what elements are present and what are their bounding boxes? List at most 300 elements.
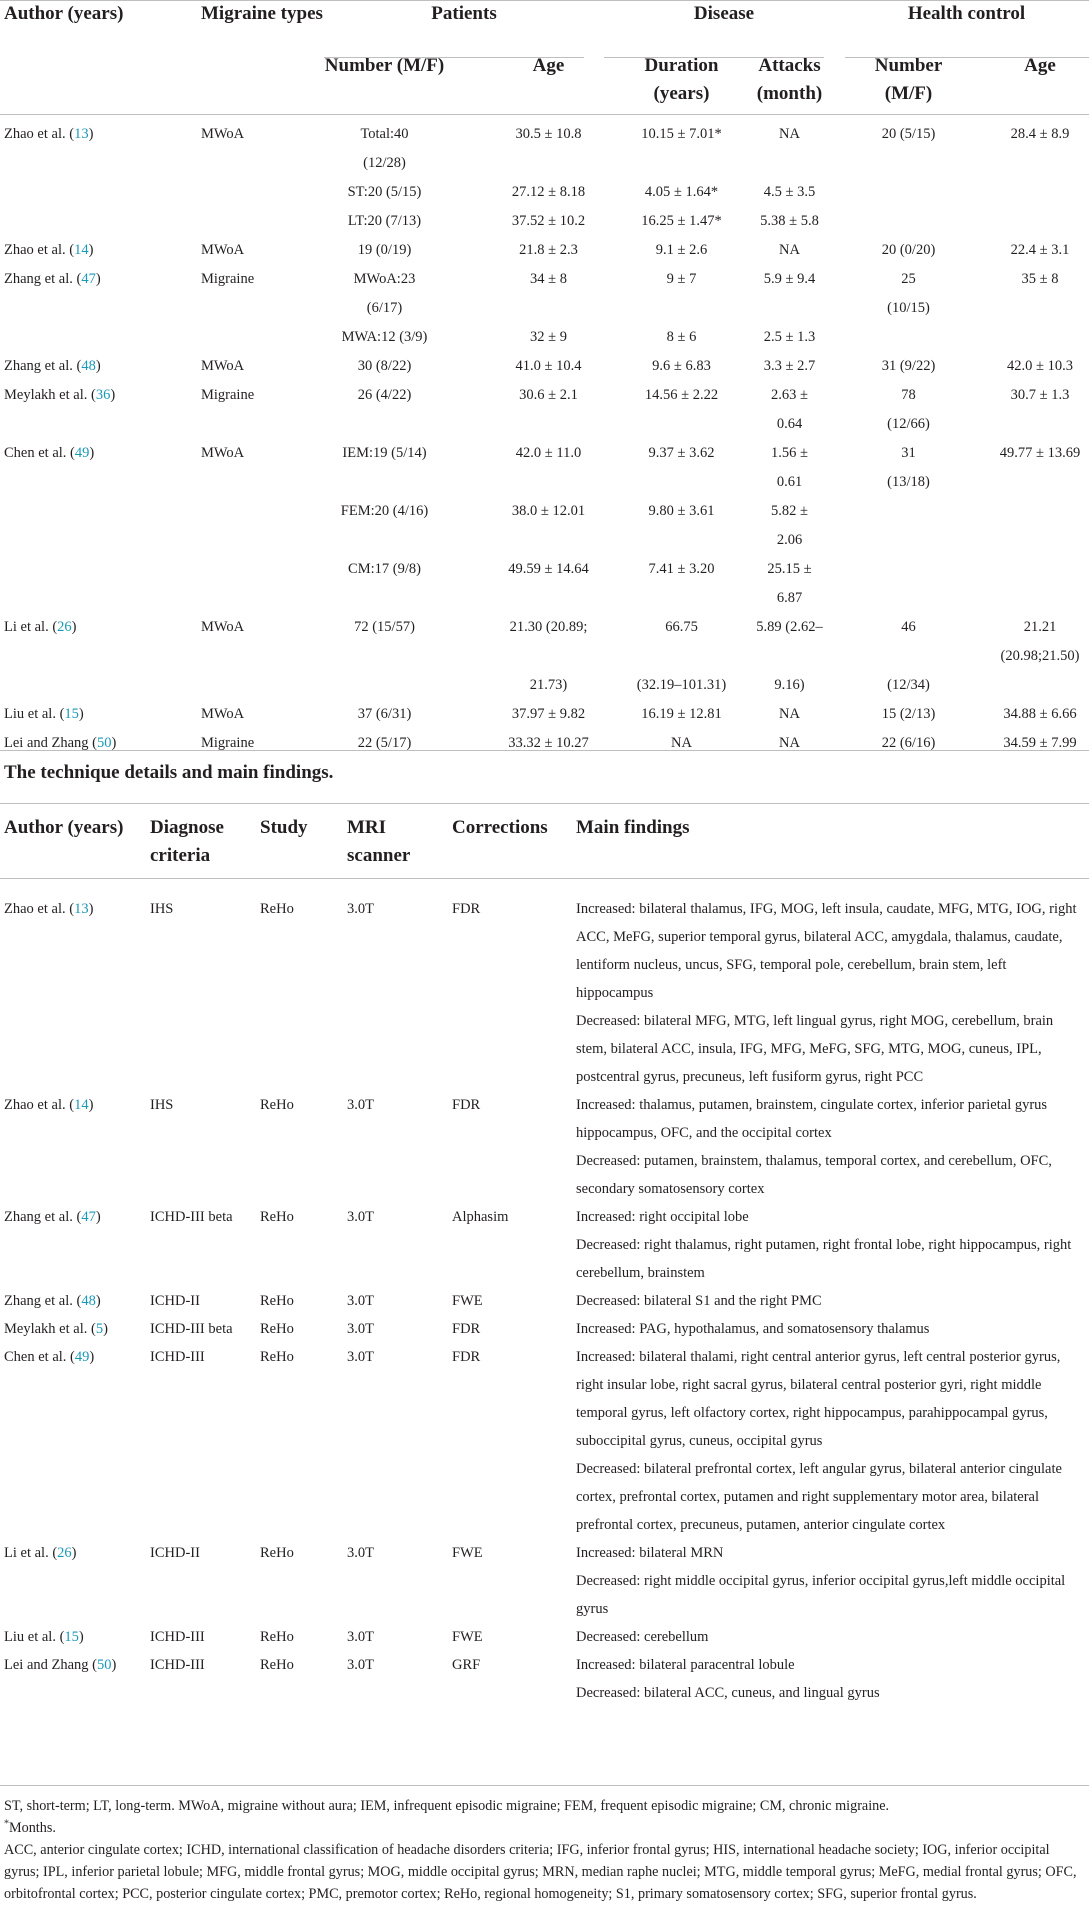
author-name: Lei and Zhang ( — [4, 1657, 98, 1673]
cell-study: ReHo — [260, 1657, 294, 1673]
cell-age — [469, 584, 604, 613]
cell-author — [0, 381, 201, 410]
cell-study: ReHo — [260, 1293, 294, 1309]
cell-hc-age: 34.88 ± 6.66 — [1003, 706, 1077, 722]
cell-author — [0, 1203, 150, 1231]
cell-number: MWoA:23 — [353, 271, 416, 287]
table-row — [0, 352, 1089, 381]
cell-hc-age — [967, 526, 1089, 555]
cell-criteria — [150, 1567, 260, 1623]
cell-attacks: 5.38 ± 5.8 — [760, 213, 819, 229]
table1-header-rule — [0, 114, 1089, 115]
cell-corrections: GRF — [452, 1657, 481, 1673]
cell-number — [324, 584, 469, 613]
col-corrections: Corrections — [452, 817, 548, 838]
cell-number: 30 (8/22) — [357, 358, 412, 374]
cell-criteria: ICHD-III beta — [150, 1321, 233, 1337]
cell-number: 72 (15/57) — [354, 619, 415, 635]
cell-corrections — [452, 1231, 576, 1287]
col-duration: Duration (years) — [644, 55, 719, 104]
cell-author — [0, 207, 201, 236]
cell-age: 38.0 ± 12.01 — [511, 503, 586, 519]
cell-number: Total:40 — [360, 126, 409, 142]
cell-author — [0, 114, 201, 149]
cell-hc-number: (13/18) — [887, 474, 930, 490]
cell-author — [0, 1455, 150, 1539]
cell-author — [0, 895, 150, 1007]
cell-scanner — [347, 1007, 452, 1091]
col-number: Number (M/F) — [324, 55, 445, 76]
cell-attacks: 2.06 — [776, 532, 803, 548]
cell-hc-age: 49.77 ± 13.69 — [999, 445, 1081, 461]
cell-attacks: 9.16) — [774, 677, 805, 693]
col-hc-age: Age — [1024, 55, 1056, 76]
citation-link[interactable]: 14 — [74, 242, 89, 258]
cell-hc-number: (12/66) — [887, 416, 930, 432]
cell-findings: Decreased: right middle occipital gyrus, inferior occipital gyrus,left middle occipital gyrus — [576, 1573, 1066, 1617]
citation-link[interactable]: 47 — [81, 1209, 96, 1225]
table-row — [0, 114, 1089, 149]
cell-scanner: 3.0T — [347, 1629, 374, 1645]
cell-corrections: FDR — [452, 1321, 481, 1337]
cell-migraine-type: MWoA — [201, 358, 245, 374]
cell-scanner: 3.0T — [347, 1293, 374, 1309]
cell-attacks: 5.9 ± 9.4 — [763, 271, 816, 287]
table-row — [0, 1539, 1089, 1567]
cell-findings: Decreased: bilateral MFG, MTG, left lingual gyrus, right MOG, cerebellum, brain stem, bilateral ACC, insula, IFG, MFG, MeFG, SFG, MTG, MOG, cuneus, IPL, postcentral gyrus, precuneus, left fusiform gyrus, right PCC — [576, 1013, 1054, 1085]
cell-number: 37 (6/31) — [357, 706, 412, 722]
cell-hc-number — [844, 497, 967, 526]
cell-author — [0, 1567, 150, 1623]
table-row — [0, 584, 1089, 613]
author-name: Zhao et al. ( — [4, 242, 75, 258]
cell-age: 37.52 ± 10.2 — [511, 213, 586, 229]
cell-author — [0, 1007, 150, 1091]
cell-number — [324, 526, 469, 555]
cell-attacks: NA — [779, 706, 800, 722]
cell-migraine-type — [201, 468, 324, 497]
cell-duration — [604, 584, 735, 613]
cell-migraine-type — [201, 497, 324, 526]
author-name: Zhao et al. ( — [4, 901, 75, 917]
cell-migraine-type: Migraine — [201, 387, 255, 403]
cell-corrections — [452, 1567, 576, 1623]
author-name: Li et al. ( — [4, 1545, 58, 1561]
col-group-health-control: Health control — [907, 3, 1026, 24]
author-paren: ) — [88, 242, 94, 258]
cell-number: 19 (0/19) — [357, 242, 412, 258]
cell-author — [0, 584, 201, 613]
author-paren: ) — [95, 1293, 101, 1309]
footnote-star-text: Months. — [9, 1820, 56, 1836]
cell-duration: 8 ± 6 — [666, 329, 697, 345]
cell-author — [0, 1147, 150, 1203]
cell-duration: 9 ± 7 — [666, 271, 697, 287]
cell-corrections: FWE — [452, 1629, 483, 1645]
cell-author — [0, 294, 201, 323]
table-row — [0, 149, 1089, 178]
cell-study — [260, 1567, 347, 1623]
cell-hc-number: 25 — [901, 271, 916, 287]
cell-hc-age: 30.7 ± 1.3 — [1010, 387, 1070, 403]
author-paren: ) — [88, 1097, 94, 1113]
table-row — [0, 381, 1089, 410]
citation-link[interactable]: 5 — [95, 1321, 104, 1337]
table-row — [0, 1147, 1089, 1203]
cell-duration: 16.19 ± 12.81 — [641, 706, 722, 722]
cell-corrections — [452, 1007, 576, 1091]
cell-criteria: ICHD-III — [150, 1349, 205, 1365]
citation-link[interactable]: 47 — [81, 271, 96, 287]
author-name: Zhang et al. ( — [4, 271, 82, 287]
author-name: Liu et al. ( — [4, 706, 65, 722]
cell-hc-number — [844, 178, 967, 207]
cell-attacks: 0.61 — [776, 474, 803, 490]
cell-attacks: 5.89 (2.62– — [756, 619, 823, 635]
cell-corrections: FDR — [452, 1349, 481, 1365]
cell-findings: Decreased: cerebellum — [576, 1629, 709, 1645]
cell-attacks: 6.87 — [776, 590, 803, 606]
citation-link[interactable]: 36 — [95, 387, 111, 403]
cell-hc-age — [967, 178, 1089, 207]
cell-author — [0, 265, 201, 294]
table-row — [0, 671, 1089, 700]
table2-header-rule — [0, 878, 1089, 879]
cell-duration — [604, 526, 735, 555]
table-row — [0, 410, 1089, 439]
cell-hc-number — [844, 149, 967, 178]
cell-attacks: 2.5 ± 1.3 — [763, 329, 816, 345]
cell-duration: 9.80 ± 3.61 — [648, 503, 715, 519]
cell-attacks — [735, 149, 844, 178]
cell-criteria — [150, 1147, 260, 1203]
cell-findings: Increased: bilateral MRN — [576, 1545, 724, 1561]
cell-criteria: IHS — [150, 1097, 174, 1113]
cell-number: MWA:12 (3/9) — [341, 329, 428, 345]
author-name: Meylakh et al. ( — [4, 387, 96, 403]
cell-scanner — [347, 1231, 452, 1287]
cell-hc-number: (10/15) — [887, 300, 930, 316]
cell-author — [0, 1623, 150, 1651]
cell-number — [324, 671, 469, 700]
cell-criteria: ICHD-II — [150, 1545, 200, 1561]
author-paren: ) — [71, 1545, 77, 1561]
cell-scanner: 3.0T — [347, 1321, 374, 1337]
table-row — [0, 1343, 1089, 1455]
author-paren: ) — [89, 1349, 95, 1365]
cell-hc-age — [967, 149, 1089, 178]
cell-criteria: IHS — [150, 901, 174, 917]
author-name: Chen et al. ( — [4, 1349, 75, 1365]
cell-corrections: FDR — [452, 901, 481, 917]
table1-bottom-rule — [0, 750, 1089, 751]
health-control-group-rule — [845, 57, 1089, 58]
cell-author — [0, 1343, 150, 1455]
cell-author — [0, 555, 201, 584]
cell-scanner — [347, 1455, 452, 1539]
footnote-abbreviations-1: ST, short-term; LT, long-term. MWoA, migraine without aura; IEM, infrequent episodic migraine; FEM, frequent episodic migraine; CM, chronic migraine. — [4, 1798, 890, 1814]
author-name: Zhao et al. ( — [4, 126, 75, 142]
cell-number: FEM:20 (4/16) — [340, 503, 429, 519]
cell-hc-number: 31 — [901, 445, 916, 461]
table-row — [0, 294, 1089, 323]
cell-study — [260, 1007, 347, 1091]
cell-hc-age: 42.0 ± 10.3 — [1007, 358, 1073, 374]
cell-hc-number: 78 — [901, 387, 916, 403]
cell-migraine-type — [201, 526, 324, 555]
cell-scanner: 3.0T — [347, 1209, 374, 1225]
author-paren: ) — [78, 706, 84, 722]
cell-age: 27.12 ± 8.18 — [511, 184, 586, 200]
citation-link[interactable]: 26 — [57, 1545, 72, 1561]
cell-attacks: 3.3 ± 2.7 — [763, 358, 816, 374]
cell-hc-number — [844, 207, 967, 236]
table-row — [0, 1455, 1089, 1539]
cell-criteria: ICHD-III — [150, 1657, 205, 1673]
cell-attacks: 2.63 ± — [771, 387, 808, 403]
cell-age: 21.8 ± 2.3 — [519, 242, 578, 258]
table-row — [0, 895, 1089, 1007]
cell-attacks: NA — [779, 242, 800, 258]
cell-hc-age: 34.59 ± 7.99 — [1003, 735, 1077, 751]
cell-author — [0, 1287, 150, 1315]
footnote-star-mark: * — [4, 1818, 9, 1830]
cell-criteria: ICHD-III — [150, 1629, 205, 1645]
section-title: The technique details and main findings. — [4, 762, 334, 783]
cell-author — [0, 1651, 150, 1679]
cell-age: 33.32 ± 10.27 — [508, 735, 589, 751]
col-hc-number: Number (M/F) — [874, 55, 943, 104]
patients-group-rule — [324, 57, 584, 58]
cell-migraine-type — [201, 555, 324, 584]
author-paren: ) — [71, 619, 77, 635]
author-name: Chen et al. ( — [4, 445, 75, 461]
cell-findings: Decreased: right thalamus, right putamen, right frontal lobe, right hippocampus, right cerebellum, brainstem — [576, 1237, 1072, 1281]
cell-hc-age — [967, 671, 1089, 700]
author-paren: ) — [103, 1321, 108, 1337]
col-group-patients: Patients — [431, 3, 497, 24]
cell-age: 37.97 ± 9.82 — [511, 706, 586, 722]
cell-attacks: 0.64 — [776, 416, 803, 432]
table-row — [0, 1679, 1089, 1707]
author-paren: ) — [111, 1657, 117, 1673]
cell-number: LT:20 (7/13) — [347, 213, 422, 229]
author-paren: ) — [89, 445, 95, 461]
cell-author — [0, 1231, 150, 1287]
cell-age: 42.0 ± 11.0 — [515, 445, 582, 461]
cell-age: 30.6 ± 2.1 — [519, 387, 578, 403]
cell-duration: 9.6 ± 6.83 — [652, 358, 711, 374]
cell-criteria: ICHD-III beta — [150, 1209, 233, 1225]
cell-duration: 14.56 ± 2.22 — [644, 387, 719, 403]
cell-hc-number — [844, 526, 967, 555]
cell-study: ReHo — [260, 1321, 294, 1337]
author-paren: ) — [111, 735, 117, 751]
table-row — [0, 178, 1089, 207]
table-row — [0, 729, 1089, 758]
footnote-abbreviations-2: ACC, anterior cingulate cortex; ICHD, international classification of headache disorders criteria; IFG, inferior frontal gyrus; HIS, international headache society; IOG, inferior occipital gyrus; IPL, inferior parietal lobule; MFG, middle frontal gyrus; MOG, middle occipital gyrus; MRN, median raphe nuclei; MTG, middle temporal gyrus; MeFG, medial frontal gyrus; OFC, orbitofrontal cortex; PCC, posterior cingulate cortex; PMC, premotor cortex; ReHo, regional homogeneity; S1, primary somatosensory cortex; SFG, superior frontal gyrus. — [4, 1842, 1077, 1902]
cell-duration — [604, 468, 735, 497]
table2-body — [0, 895, 1089, 1707]
cell-hc-age — [967, 584, 1089, 613]
cell-findings: Increased: bilateral thalamus, IFG, MOG, left insula, caudate, MFG, MTG, IOG, right ACC, MeFG, superior temporal gyrus, bilateral ACC, amygdala, thalamus, caudate, lentiform nucleus, uncus, SFG, temporal pole, cerebellum, brain stem, left hippocampus — [576, 901, 1077, 1001]
col-author: Author (years) — [4, 3, 124, 24]
cell-attacks: NA — [779, 735, 800, 751]
table-row — [0, 1315, 1089, 1343]
citation-link[interactable]: 26 — [57, 619, 72, 635]
technique-findings-table — [0, 814, 1089, 1707]
cell-number: (6/17) — [366, 300, 403, 316]
cell-author — [0, 526, 201, 555]
cell-age: 41.0 ± 10.4 — [515, 358, 582, 374]
cell-hc-age — [967, 323, 1089, 352]
cell-age: 30.5 ± 10.8 — [515, 126, 582, 142]
cell-author — [0, 613, 201, 671]
cell-hc-age — [967, 497, 1089, 526]
cell-hc-age: 28.4 ± 8.9 — [1010, 126, 1070, 142]
cell-duration: 16.25 ± 1.47* — [641, 213, 722, 229]
table-row — [0, 1007, 1089, 1091]
cell-age — [469, 526, 604, 555]
cell-criteria: ICHD-II — [150, 1293, 200, 1309]
cell-findings: Increased: bilateral paracentral lobule — [576, 1657, 795, 1673]
author-name: Zhang et al. ( — [4, 358, 82, 374]
cell-author — [0, 700, 201, 729]
citation-link[interactable]: 49 — [74, 1349, 90, 1365]
cell-attacks: NA — [779, 126, 800, 142]
col-group-disease: Disease — [693, 3, 755, 24]
citation-link[interactable]: 48 — [81, 1293, 96, 1309]
table-row — [0, 497, 1089, 526]
cell-findings: Decreased: putamen, brainstem, thalamus, temporal cortex, and cerebellum, OFC, secondary somatosensory cortex — [576, 1153, 1052, 1197]
table1-body — [0, 114, 1089, 758]
cell-corrections: Alphasim — [452, 1209, 509, 1225]
table-row — [0, 439, 1089, 468]
cell-hc-number: 15 (2/13) — [881, 706, 936, 722]
cell-study: ReHo — [260, 1629, 294, 1645]
cell-criteria — [150, 1231, 260, 1287]
cell-number: (12/28) — [363, 155, 406, 171]
citation-link[interactable]: 13 — [74, 901, 89, 917]
cell-study — [260, 1147, 347, 1203]
cell-corrections — [452, 1455, 576, 1539]
cell-duration: NA — [671, 735, 692, 751]
table-row — [0, 468, 1089, 497]
author-name: Zhang et al. ( — [4, 1293, 82, 1309]
cell-attacks: 1.56 ± — [771, 445, 808, 461]
citation-link[interactable]: 50 — [97, 735, 112, 751]
cell-migraine-type — [201, 323, 324, 352]
cell-author — [0, 671, 201, 700]
table-row — [0, 700, 1089, 729]
table-row — [0, 1623, 1089, 1651]
author-name: Zhao et al. ( — [4, 1097, 75, 1113]
cell-hc-age — [967, 468, 1089, 497]
citation-link[interactable]: 50 — [97, 1657, 112, 1673]
cell-hc-number: 46 — [901, 619, 916, 635]
cell-scanner — [347, 1147, 452, 1203]
cell-study: ReHo — [260, 1349, 294, 1365]
cell-migraine-type — [201, 410, 324, 439]
citation-link[interactable]: 15 — [64, 1629, 79, 1645]
cell-findings: Increased: bilateral thalami, right central anterior gyrus, left central posterior gyrus, right insular lobe, right sacral gyrus, bilateral central posterior gyri, right middle temporal gyrus, left olfactory cortex, right hippocampus, parahippocampal gyrus, suboccipital gyrus, cuneus, occipital gyrus — [576, 1349, 1061, 1449]
cell-migraine-type: Migraine — [201, 271, 255, 287]
cell-hc-age: 35 ± 8 — [1021, 271, 1059, 287]
table2-bottom-rule — [0, 1785, 1089, 1786]
cell-migraine-type — [201, 149, 324, 178]
cell-corrections: FWE — [452, 1545, 483, 1561]
author-paren: ) — [95, 358, 101, 374]
cell-migraine-type: MWoA — [201, 445, 245, 461]
cell-age: 32 ± 9 — [530, 329, 567, 345]
cell-hc-age — [967, 555, 1089, 584]
cell-age — [469, 294, 604, 323]
cell-age: 21.30 (20.89; — [509, 619, 588, 635]
cell-author — [0, 149, 201, 178]
cell-duration: 4.05 ± 1.64* — [644, 184, 719, 200]
cell-findings: Increased: thalamus, putamen, brainstem, cingulate cortex, inferior parietal gyrus hippocampus, OFC, and the occipital cortex — [576, 1097, 1048, 1141]
cell-study: ReHo — [260, 1209, 294, 1225]
cell-hc-number: (12/34) — [887, 677, 930, 693]
cell-duration — [604, 149, 735, 178]
citation-link[interactable]: 15 — [64, 706, 79, 722]
table-row — [0, 207, 1089, 236]
cell-migraine-type: MWoA — [201, 619, 245, 635]
author-paren: ) — [95, 271, 101, 287]
table-row — [0, 613, 1089, 671]
cell-scanner: 3.0T — [347, 901, 374, 917]
cell-duration: 10.15 ± 7.01* — [641, 126, 722, 142]
cell-hc-number — [844, 323, 967, 352]
cell-duration: 9.37 ± 3.62 — [648, 445, 715, 461]
cell-corrections: FWE — [452, 1293, 483, 1309]
cell-findings: Decreased: bilateral S1 and the right PMC — [576, 1293, 822, 1309]
cell-author — [0, 729, 201, 758]
table-row — [0, 1567, 1089, 1623]
cell-number — [324, 468, 469, 497]
cell-attacks — [735, 294, 844, 323]
cell-hc-number: 22 (6/16) — [881, 735, 936, 751]
citation-link[interactable]: 13 — [74, 126, 89, 142]
col-author-2: Author (years) — [4, 817, 124, 838]
citation-link[interactable]: 48 — [81, 358, 96, 374]
cell-corrections — [452, 1679, 576, 1707]
cell-number — [324, 410, 469, 439]
table-row — [0, 526, 1089, 555]
cell-author — [0, 1091, 150, 1147]
cell-scanner: 3.0T — [347, 1545, 374, 1561]
author-name: Meylakh et al. ( — [4, 1321, 96, 1337]
cell-author — [0, 178, 201, 207]
cell-age — [469, 468, 604, 497]
citation-link[interactable]: 14 — [74, 1097, 89, 1113]
table-row — [0, 1203, 1089, 1231]
cell-criteria — [150, 1455, 260, 1539]
cell-criteria — [150, 1007, 260, 1091]
author-name: Liu et al. ( — [4, 1629, 65, 1645]
cell-study: ReHo — [260, 1545, 294, 1561]
citation-link[interactable]: 49 — [74, 445, 90, 461]
footnote-months — [4, 1817, 1084, 1839]
author-paren: ) — [78, 1629, 84, 1645]
cell-author — [0, 236, 201, 265]
cell-migraine-type — [201, 178, 324, 207]
table-row — [0, 1091, 1089, 1147]
cell-number: ST:20 (5/15) — [347, 184, 422, 200]
table-row — [0, 555, 1089, 584]
cell-findings: Increased: PAG, hypothalamus, and somatosensory thalamus — [576, 1321, 930, 1337]
cell-author — [0, 410, 201, 439]
